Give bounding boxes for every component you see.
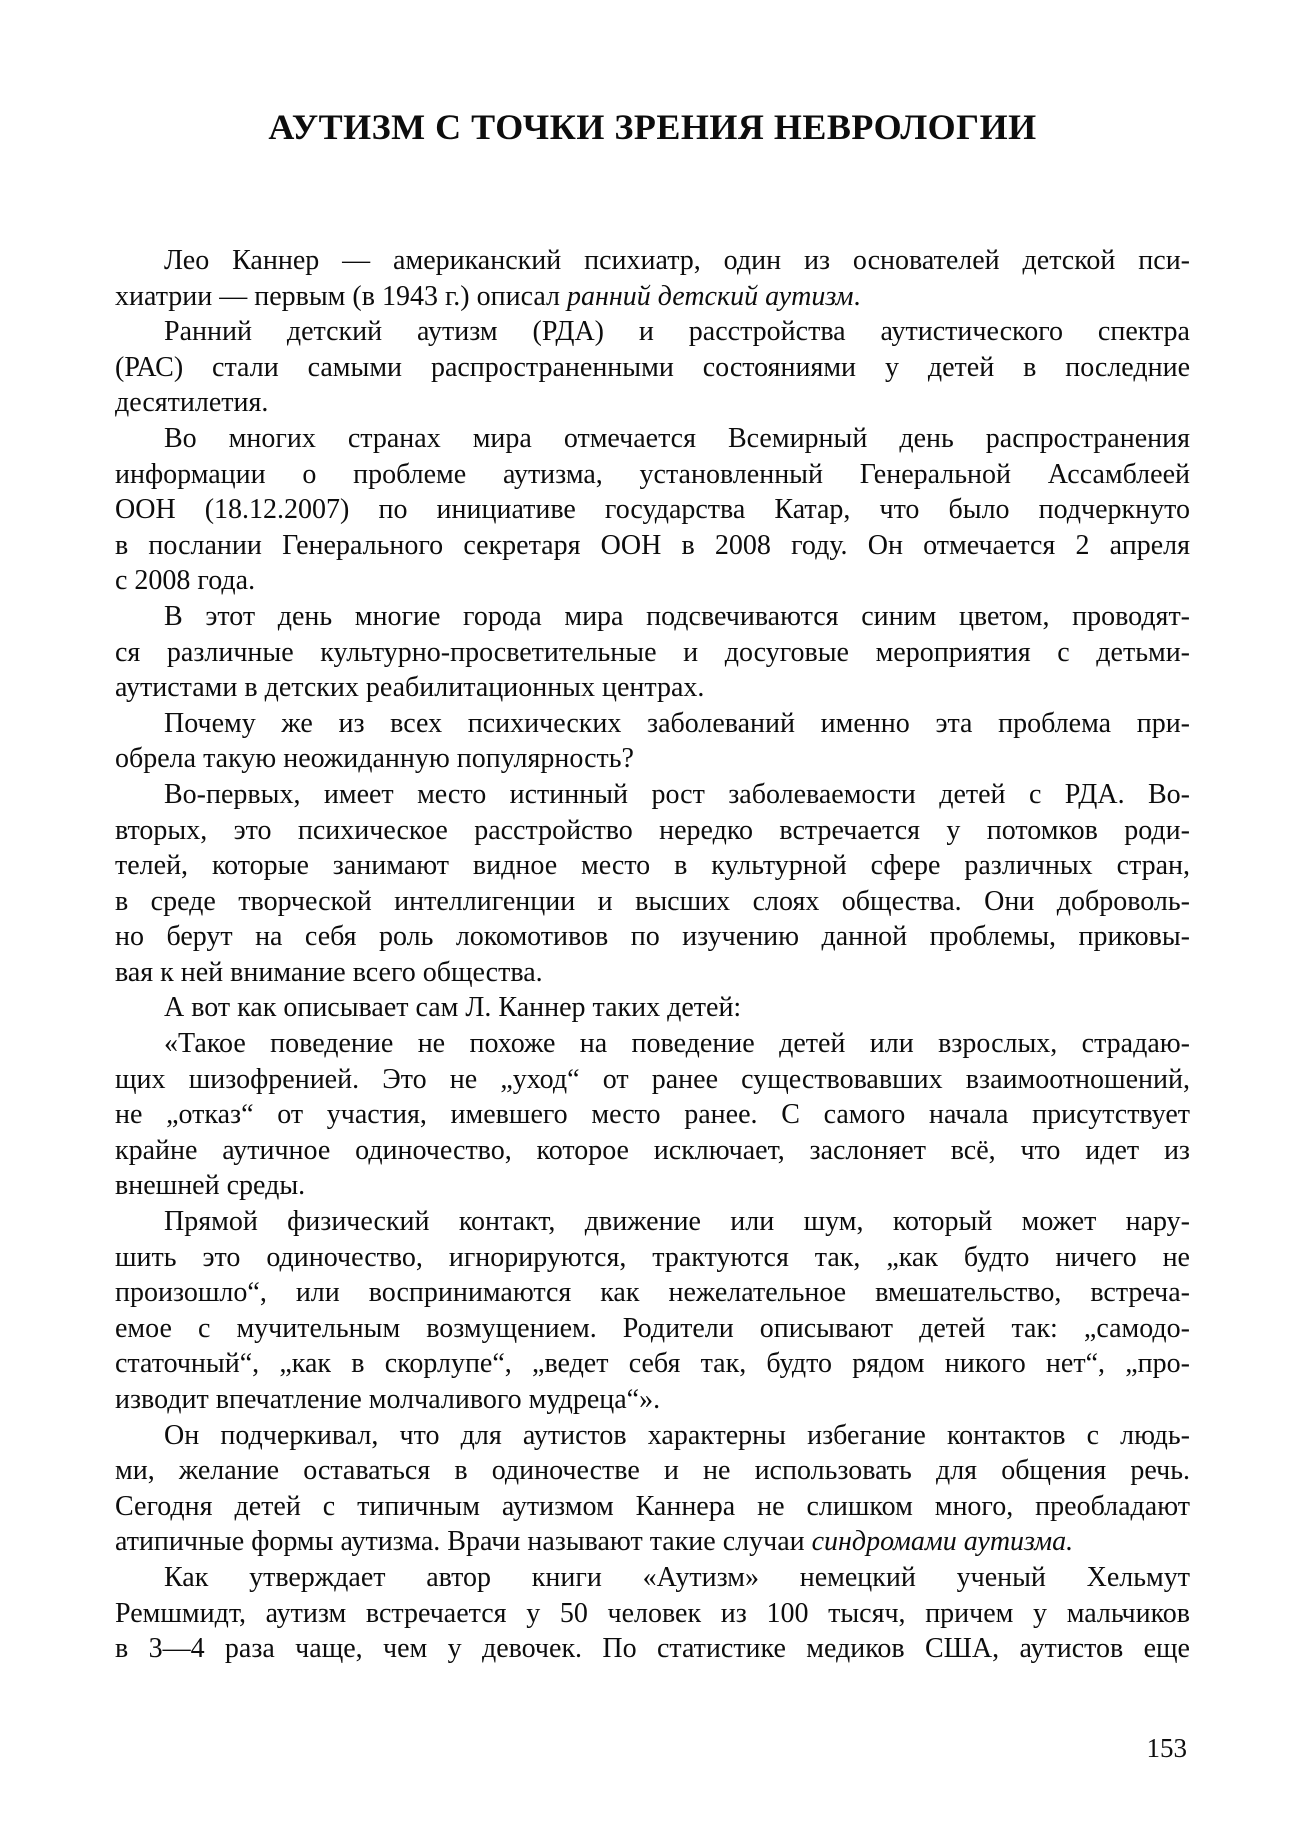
text-line: ми, желание оставаться в одиночестве и не использовать для общения речь.: [115, 1455, 1190, 1487]
text-line: в 3—4 раза чаще, чем у девочек. По статистике медиков США, аутистов еще: [115, 1633, 1190, 1665]
paragraph: [115, 1418, 1190, 1560]
paragraph: [115, 777, 1190, 991]
text-line: с 2008 года.: [115, 565, 256, 597]
paragraph: [115, 1204, 1190, 1418]
text-line: Ремшмидт, аутизм встречается у 50 человек из 100 тысяч, причем у мальчиков: [115, 1597, 1190, 1629]
paragraph: [115, 243, 1190, 314]
text-line: Как утверждает автор книги «Аутизм» немецкий ученый Хельмут: [164, 1561, 1190, 1593]
paragraph: [115, 421, 1190, 599]
page-number: 153: [1146, 1733, 1187, 1763]
text-line: ся различные культурно-просветительные и досуговые мероприятия с детьми-: [115, 636, 1190, 668]
page-title: АУТИЗМ С ТОЧКИ ЗРЕНИЯ НЕВРОЛОГИИ: [268, 107, 1037, 147]
text-line: Он подчеркивал, что для аутистов характерны избегание контактов с людь-: [164, 1419, 1190, 1451]
text-line: В этот день многие города мира подсвечиваются синим цветом, проводят-: [164, 600, 1190, 632]
text-line: шить это одиночество, игнорируются, трактуются так, „как будто ничего не: [115, 1241, 1190, 1273]
text-line: телей, которые занимают видное место в культурной сфере различных стран,: [115, 850, 1190, 882]
text-line: вторых, это психическое расстройство нередко встречается у потомков роди-: [115, 814, 1190, 846]
text-line: хиатрии — первым (в 1943 г.) описал ранний детский аутизм.: [115, 280, 861, 312]
paragraph: [115, 706, 1190, 777]
paragraph: [115, 990, 1190, 1026]
text-line: Прямой физический контакт, движение или шум, который может нару-: [164, 1206, 1190, 1238]
text-line: емое с мучительным возмущением. Родители описывают детей так: „самодо-: [115, 1312, 1190, 1344]
text-line: А вот как описывает сам Л. Каннер таких детей:: [164, 992, 742, 1024]
text-line: «Такое поведение не похоже на поведение детей или взрослых, страдаю-: [164, 1028, 1190, 1060]
text-line: крайне аутичное одиночество, которое исключает, заслоняет всё, что идет из: [115, 1134, 1190, 1166]
text-line: статочный“, „как в скорлупе“, „ведет себя так, будто рядом никого нет“, „про-: [115, 1348, 1190, 1380]
paragraph: [115, 314, 1190, 421]
text-line: информации о проблеме аутизма, установленный Генеральной Ассамблеей: [115, 458, 1190, 490]
text-line: атипичные формы аутизма. Врачи называют такие случаи синдромами аутизма.: [115, 1526, 1074, 1558]
paragraph: [115, 1560, 1190, 1667]
text-line: аутистами в детских реабилитационных центрах.: [115, 672, 705, 704]
text-line: Во-первых, имеет место истинный рост заболеваемости детей с РДА. Во-: [164, 778, 1190, 810]
paragraph: [115, 1026, 1190, 1204]
text-line: вая к ней внимание всего общества.: [115, 956, 543, 988]
text-line: Почему же из всех психических заболеваний именно эта проблема при-: [164, 707, 1190, 739]
text-line: обрела такую неожиданную популярность?: [115, 743, 634, 775]
text-line: изводит впечатление молчаливого мудреца“».: [115, 1384, 661, 1415]
text-line: Ранний детский аутизм (РДА) и расстройства аутистического спектра: [164, 316, 1190, 348]
text-line: не „отказ“ от участия, имевшего место ранее. С самого начала присутствует: [115, 1099, 1190, 1131]
text-line: щих шизофренией. Это не „уход“ от ранее существовавших взаимоотношений,: [115, 1063, 1190, 1095]
text-body: [115, 243, 1190, 1667]
text-line: в среде творческой интеллигенции и высших слоях общества. Они доброволь-: [115, 885, 1190, 917]
text-line: (РАС) стали самыми распространенными состояниями у детей в последние: [115, 351, 1190, 383]
text-line: ООН (18.12.2007) по инициативе государства Катар, что было подчеркнуто: [115, 494, 1190, 526]
text-line: десятилетия.: [115, 387, 269, 419]
paragraph: [115, 599, 1190, 706]
text-line: Во многих странах мира отмечается Всемирный день распространения: [164, 422, 1190, 454]
text-line: внешней среды.: [115, 1170, 306, 1202]
text-line: произошло“, или воспринимаются как нежелательное вмешательство, встреча-: [115, 1277, 1190, 1309]
text-line: Сегодня детей с типичным аутизмом Каннера не слишком много, преобладают: [115, 1490, 1190, 1522]
text-line: Лео Каннер — американский психиатр, один из основателей детской пси-: [164, 245, 1190, 276]
text-line: но берут на себя роль локомотивов по изучению данной проблемы, приковы-: [115, 921, 1190, 953]
text-line: в послании Генерального секретаря ООН в 2008 году. Он отмечается 2 апреля: [115, 529, 1190, 561]
